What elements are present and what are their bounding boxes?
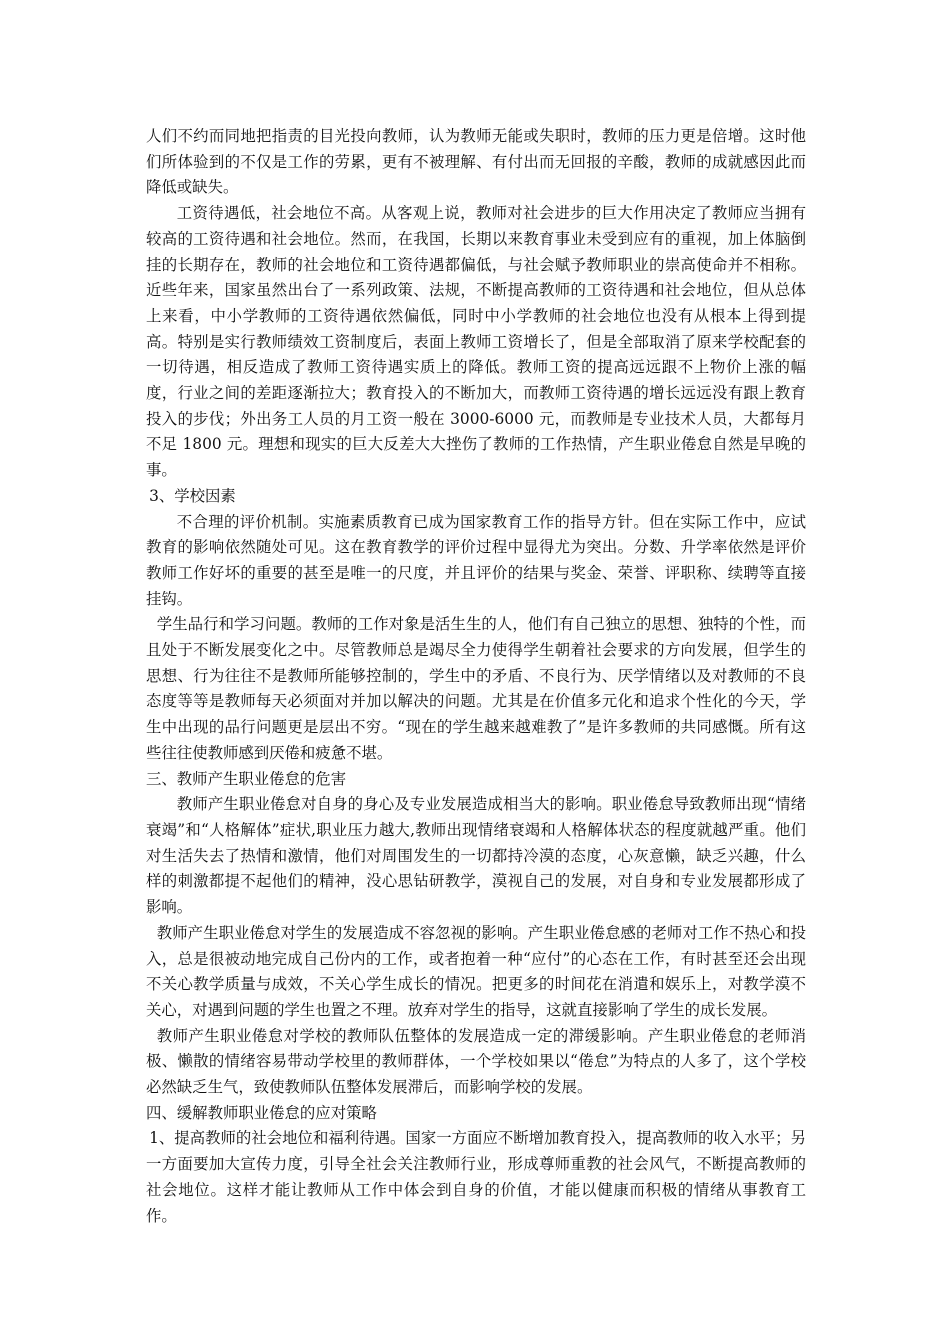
section-heading-harms: 三、教师产生职业倦怠的危害 [146, 769, 347, 788]
paragraph-harm-to-self: 教师产生职业倦怠对自身的身心及专业发展造成相当大的影响。职业倦怠导致教师出现“情绪衰竭”和“人格解体”症状,职业压力越大,教师出现情绪衰竭和人格解体状态的程度就越严重。他们对生活失去了热情和激情，他们对周围发生的一切都持冷漠的态度，心灰意懒，缺乏兴趣，什么样的刺激都提不起他们的精神，没心思钻研教学，漠视自己的发展，对自身和专业发展都形成了影响。 [146, 795, 806, 917]
paragraph-harm-to-school: 教师产生职业倦怠对学校的教师队伍整体的发展造成一定的滞缓影响。产生职业倦怠的老师消极、懒散的情绪容易带动学校里的教师群体，一个学校如果以“倦怠”为特点的人多了，这个学校必然缺乏生气，致使教师队伍整体发展滞后，而影响学校的发展。 [146, 1026, 806, 1097]
paragraph-harm-to-students: 教师产生职业倦怠对学生的发展造成不容忽视的影响。产生职业倦怠感的老师对工作不热心和投入，总是很被动地完成自己份内的工作，或者抱着一种“应付”的心态在工作，有时甚至还会出现不关心教学质量与成效，不关心学生成长的情况。把更多的时间花在消遣和娱乐上，对教学漠不关心，对遇到问题的学生也置之不理。放弃对学生的指导，这就直接影响了学生的成长发展。 [146, 923, 806, 1019]
paragraph-low-salary: 工资待遇低，社会地位不高。从客观上说，教师对社会进步的巨大作用决定了教师应当拥有较高的工资待遇和社会地位。然而，在我国，长期以来教育事业未受到应有的重视，加上体脑倒挂的长期存在，教师的社会地位和工资待遇都偏低，与社会赋予教师职业的崇高使命并不相称。近些年来，国家虽然出台了一系列政策、法规，不断提高教师的工资待遇和社会地位，但从总体上来看，中小学教师的工资待遇依然偏低，同时中小学教师的社会地位也没有从根本上得到提高。特别是实行教师绩效工资制度后，表面上教师工资增长了，但是全部取消了原来学校配套的一切待遇，相反造成了教师工资待遇实质上的降低。教师工资的提高远远跟不上物价上涨的幅度，行业之间的差距逐渐拉大；教育投入的不断加大，而教师工资待遇的增长远远没有跟上教育投入的步伐；外出务工人员的月工资一般在 3000-6000 元，而教师是专业技术人员，大都每月不足 1800 元。理想和现实的巨大反差大大挫伤了教师的工作热情，产生职业倦怠自然是早晚的事。 [146, 204, 806, 480]
paragraph-student-behavior: 学生品行和学习问题。教师的工作对象是活生生的人，他们有自己独立的思想、独特的个性，而且处于不断发展变化之中。尽管教师总是竭尽全力使得学生朝着社会要求的方向发展，但学生的思想、行为往往不是教师所能够控制的，学生中的矛盾、不良行为、厌学情绪以及对教师的不良态度等等是教师每天必须面对并加以解决的问题。尤其是在价值多元化和追求个性化的今天，学生中出现的品行问题更是层出不穷。“现在的学生越来越难教了”是许多教师的共同感慨。所有这些往往使教师感到厌倦和疲惫不堪。 [146, 615, 806, 762]
paragraph-strategy-1: 1、提高教师的社会地位和福利待遇。国家一方面应不断增加教育投入，提高教师的收入水平；另一方面要加大宣传力度，引导全社会关注教师行业，形成尊师重教的社会风气，不断提高教师的社会地位。这样才能让教师从工作中体会到自身的价值，才能以健康而积极的情绪从事教育工作。 [146, 1129, 806, 1225]
section-heading-school-factors: 3、学校因素 [149, 486, 236, 505]
document-page [146, 124, 806, 1229]
section-heading-strategies: 四、缓解教师职业倦怠的应对策略 [146, 1103, 377, 1122]
paragraph-pressure-continuation: 人们不约而同地把指责的目光投向教师，认为教师无能或失职时，教师的压力更是倍增。这时他们所体验到的不仅是工作的劳累，更有不被理解、有付出而无回报的辛酸，教师的成就感因此而降低或缺失。 [146, 127, 806, 197]
paragraph-evaluation-mechanism: 不合理的评价机制。实施素质教育已成为国家教育工作的指导方针。但在实际工作中，应试教育的影响依然随处可见。这在教育教学的评价过程中显得尤为突出。分数、升学率依然是评价教师工作好坏的重要的甚至是唯一的尺度，并且评价的结果与奖金、荣誉、评职称、续聘等直接挂钩。 [146, 512, 806, 608]
